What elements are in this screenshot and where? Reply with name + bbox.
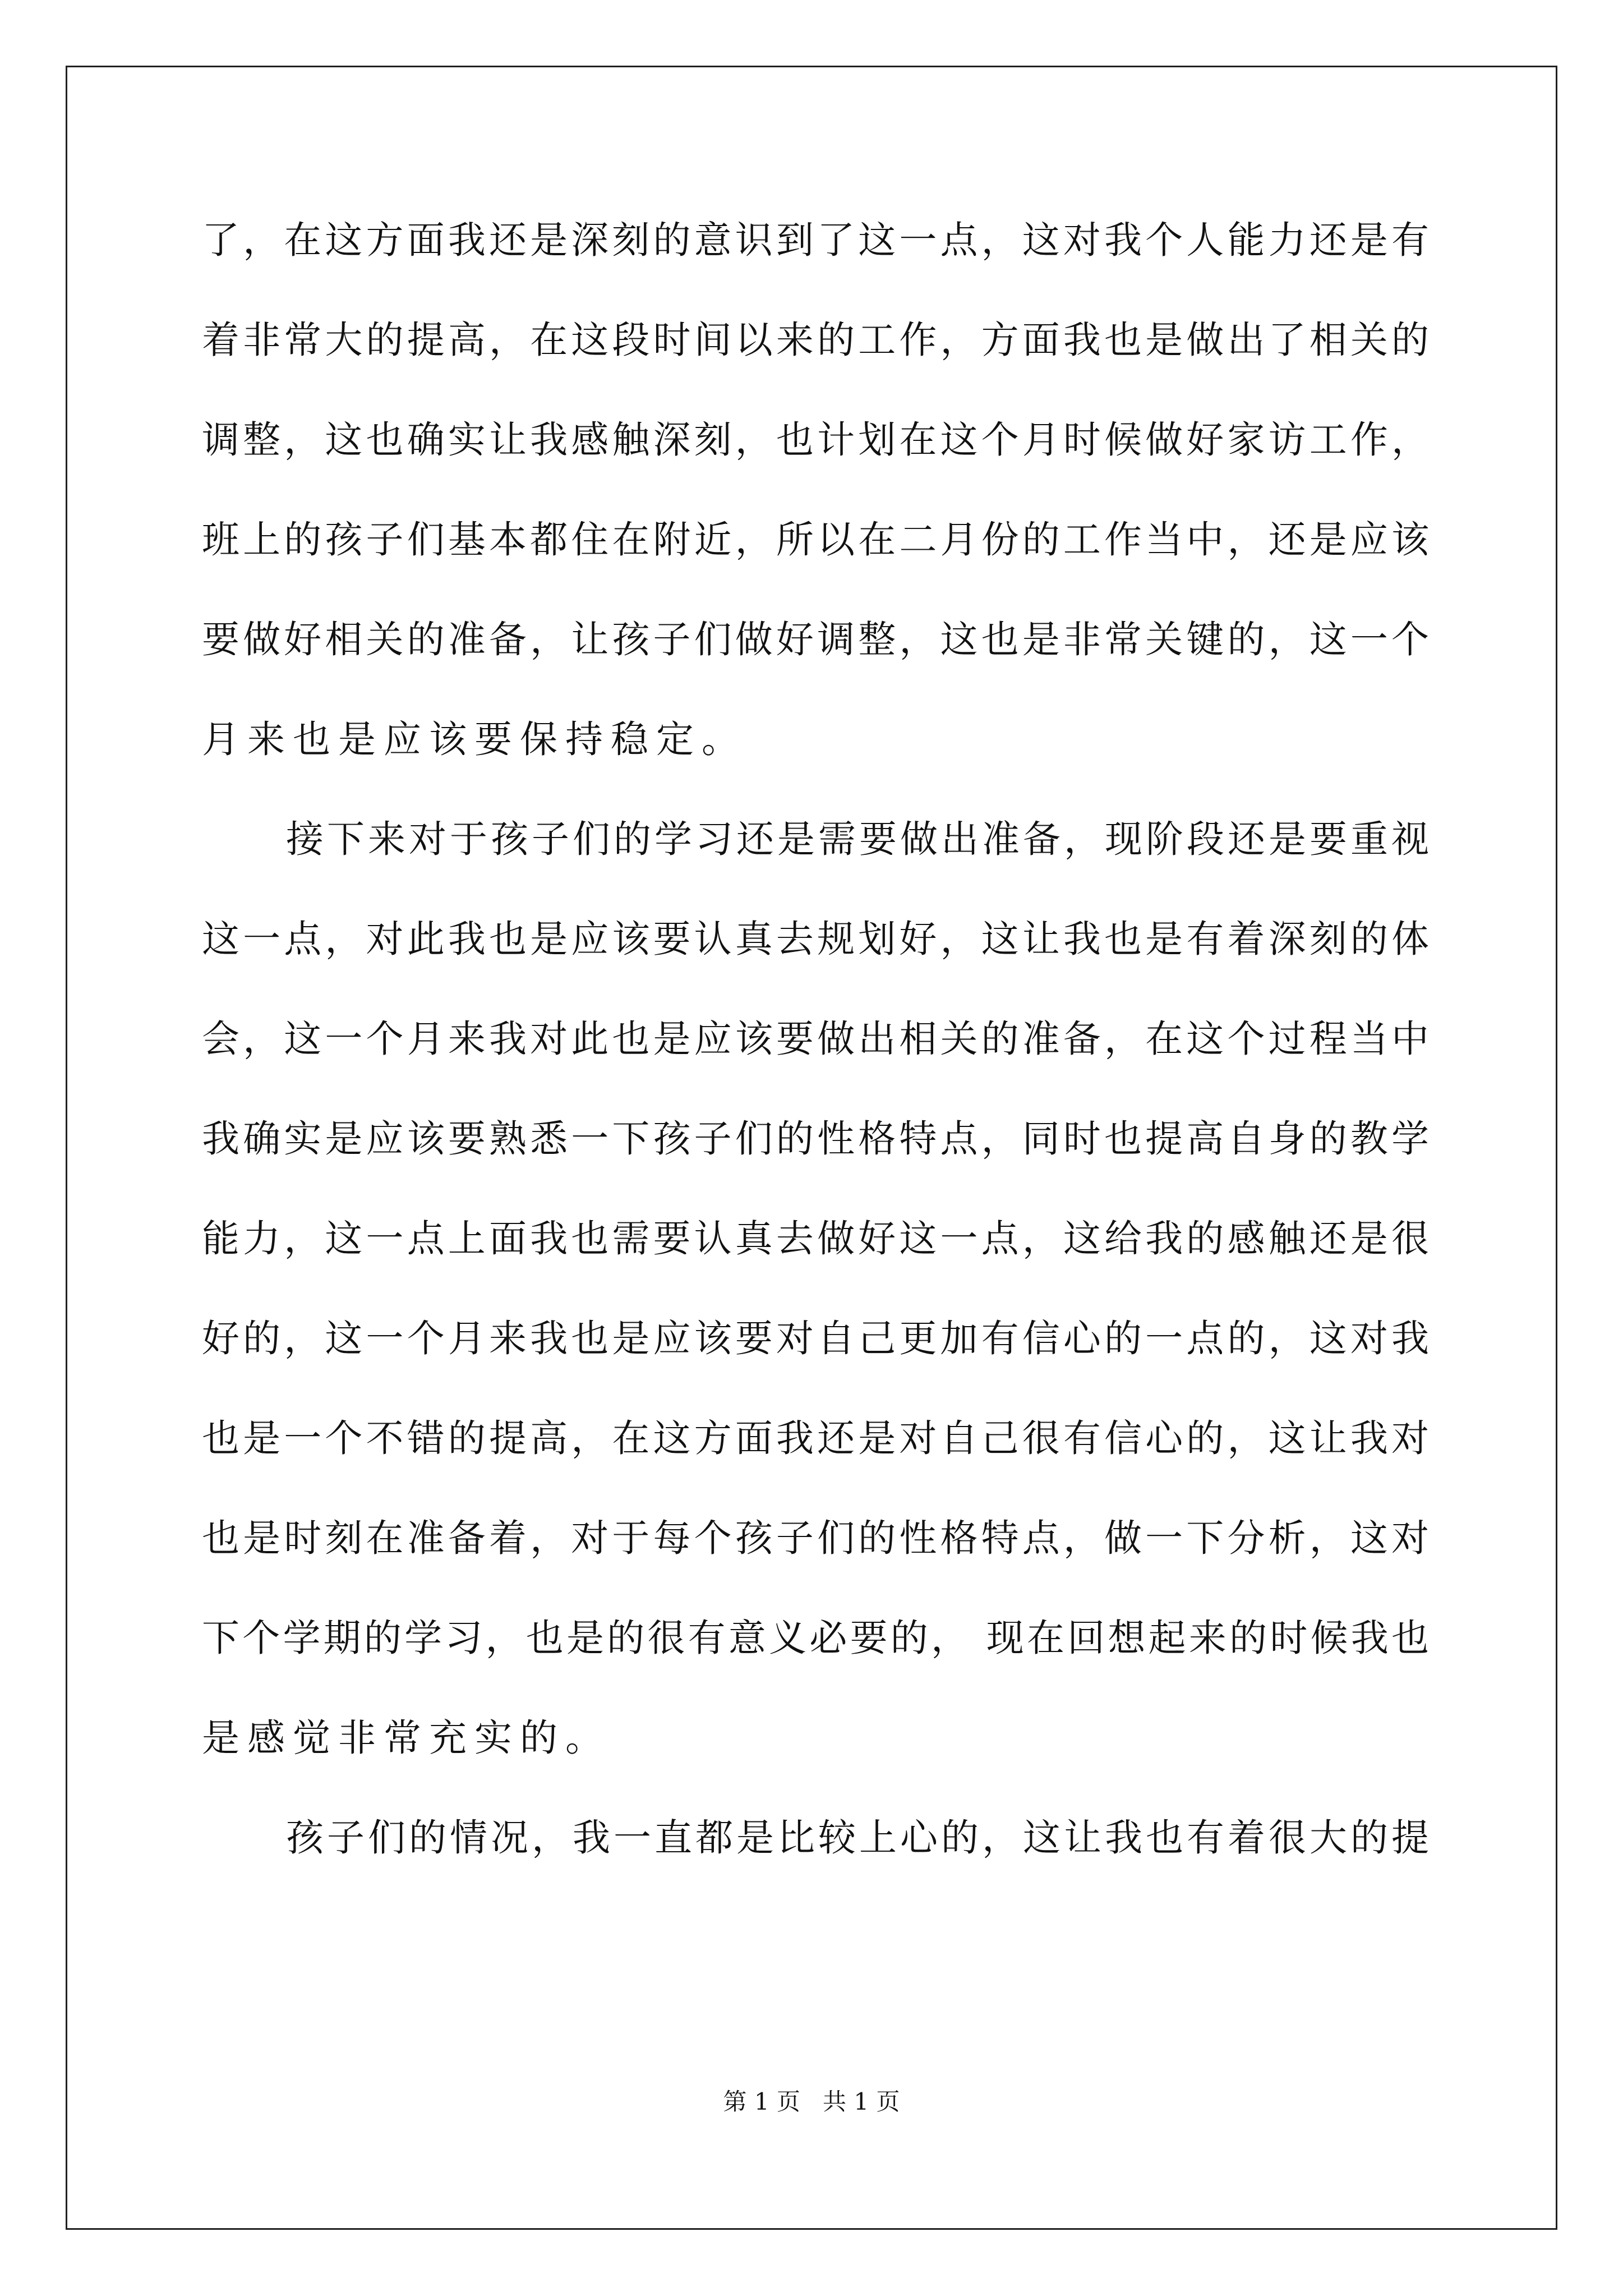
text-line: 会，这一个月来我对此也是应该要做出相关的准备，在这个过程当中	[202, 1017, 1429, 1061]
text-line: 下个学期的学习，也是的很有意义必要的， 现在回想起来的时候我也	[202, 1616, 1429, 1660]
page-footer: 第 1 页 共 1 页	[723, 2088, 900, 2115]
text-line: 能力，这一点上面我也需要认真去做好这一点，这给我的感触还是很	[202, 1217, 1429, 1260]
text-line: 这一点，对此我也是应该要认真去规划好，这让我也是有着深刻的体	[202, 917, 1429, 961]
text-line: 要做好相关的准备，让孩子们做好调整，这也是非常关键的，这一个	[202, 618, 1429, 661]
paragraph-first-line: 孩子们的情况，我一直都是比较上心的，这让我也有着很大的提	[286, 1816, 1429, 1860]
text-line: 班上的孩子们基本都住在附近，所以在二月份的工作当中，还是应该	[202, 518, 1429, 562]
text-line: 也是一个不错的提高，在这方面我还是对自己很有信心的，这让我对	[202, 1416, 1429, 1460]
text-line: 调整，这也确实让我感触深刻，也计划在这个月时候做好家访工作，	[202, 418, 1429, 462]
paragraph-first-line: 接下来对于孩子们的学习还是需要做出准备，现阶段还是要重视	[286, 817, 1429, 861]
document-body	[202, 212, 1429, 1910]
text-line: 也是时刻在准备着，对于每个孩子们的性格特点，做一下分析，这对	[202, 1516, 1429, 1560]
text-line: 月来也是应该要保持稳定。	[202, 717, 747, 761]
text-line: 我确实是应该要熟悉一下孩子们的性格特点，同时也提高自身的教学	[202, 1117, 1429, 1161]
text-line: 着非常大的提高，在这段时间以来的工作，方面我也是做出了相关的	[202, 318, 1429, 362]
text-line: 了，在这方面我还是深刻的意识到了这一点，这对我个人能力还是有	[202, 218, 1429, 262]
text-line: 是感觉非常充实的。	[202, 1716, 611, 1760]
text-line: 好的，这一个月来我也是应该要对自己更加有信心的一点的，这对我	[202, 1317, 1429, 1360]
